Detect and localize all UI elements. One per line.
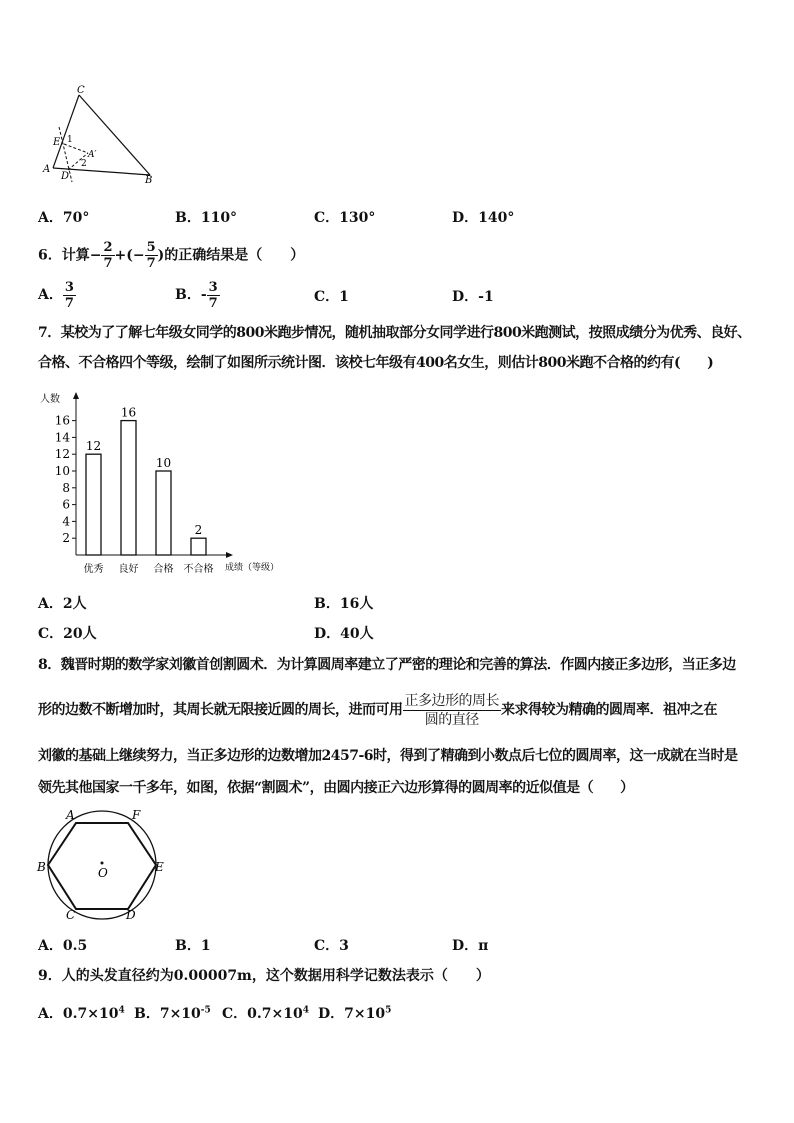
q6-fraction-1: $\frac{2}{7}$ <box>103 240 113 271</box>
label-d: D <box>126 908 136 922</box>
q7-line-1: 7．某校为了了解七年级女同学的800米跑步情况，随机抽取部分女同学进行800米跑测试，按照成绩分为优秀、良好、 <box>38 325 751 341</box>
x-axis-label: 成绩（等级） <box>225 563 280 573</box>
y-tick-label: 10 <box>54 464 70 478</box>
q8-line-3: 刘徽的基础上继续努力，当正多边形的边数增加2457-6时，得到了精确到小数点后七位的圆周率，这一成就在当时是 <box>38 748 738 764</box>
q6-option-d[interactable]: D．-1 <box>452 289 494 305</box>
y-tick-label: 4 <box>62 514 70 529</box>
bar <box>86 454 101 555</box>
bar-data-label: 12 <box>85 439 102 454</box>
label-a: A <box>66 808 75 822</box>
q7-line-2: 合格、不合格四个等级，绘制了如图所示统计图．该校七年级有400名女生，则估计800米跑不合格的约有( ) <box>38 355 714 371</box>
q6-fraction-2: $\frac{5}{7}$ <box>146 240 156 271</box>
label-a-prime: A′ <box>88 150 97 160</box>
q6-minus: − <box>89 247 102 264</box>
y-tick-label: 8 <box>62 480 70 495</box>
q6-prefix: 6．计算 <box>38 247 90 264</box>
triangle-fold-figure <box>38 82 168 187</box>
x-tick-label: 良好 <box>118 564 139 575</box>
q5-option-c[interactable]: C．130° <box>314 210 376 226</box>
q8-line-1: 8．魏晋时期的数学家刘徽首创割圆术．为计算圆周率建立了严密的理论和完善的算法．作圆内接正多边形，当正多边 <box>38 657 736 673</box>
label-a: A <box>43 164 51 175</box>
y-tick-label: 12 <box>54 447 70 462</box>
bar-data-label: 10 <box>155 456 172 470</box>
x-axis-arrow <box>226 552 233 558</box>
label-f: F <box>132 808 141 822</box>
bar <box>156 471 171 555</box>
label-c: C <box>66 908 76 922</box>
q8-option-b[interactable]: B．1 <box>175 938 211 954</box>
q8-option-a[interactable]: A．0.5 <box>38 938 88 954</box>
label-b: B <box>37 860 46 874</box>
q8-option-c[interactable]: C．3 <box>314 938 349 954</box>
q6-plus: +(− <box>114 247 145 264</box>
bar-data-label: 2 <box>194 523 203 538</box>
label-angle-2: 2 <box>81 159 87 169</box>
bar <box>191 538 206 555</box>
q9-option-c[interactable]: C．$0.7\times 10^4$ <box>222 1005 309 1022</box>
q7-option-c[interactable]: C．20人 <box>38 626 97 642</box>
q6-suffix: 的正确结果是（ ） <box>164 247 305 264</box>
q7-option-a[interactable]: A．2人 <box>38 596 87 612</box>
bar-chart <box>38 390 298 580</box>
x-tick-label: 优秀 <box>83 564 104 575</box>
q8-line-2 <box>38 690 717 730</box>
y-tick-label: 14 <box>54 430 70 445</box>
inscribed-hexagon-figure <box>36 805 168 923</box>
q5-option-a[interactable]: A．70° <box>38 210 90 226</box>
q6-option-c[interactable]: C．1 <box>314 289 349 305</box>
q9-option-b[interactable]: B．$7\times 10^{-5}$ <box>134 1005 211 1022</box>
y-axis-label: 人数 <box>40 394 60 405</box>
q6-close: ) <box>157 247 165 264</box>
y-tick-label: 6 <box>62 497 70 512</box>
q8-line-2-pre: 形的边数不断增加时，其周长就无限接近圆的周长，进而可用 <box>38 702 403 718</box>
label-o: O <box>98 866 108 880</box>
x-tick-label: 合格 <box>153 564 174 575</box>
q6-option-a[interactable]: A． $\frac{3}{7}$ <box>38 279 74 311</box>
bar <box>121 421 136 555</box>
q5-option-b[interactable]: B．110° <box>175 210 238 226</box>
q6-option-b[interactable]: B．- $\frac{3}{7}$ <box>175 279 218 311</box>
q8-option-d[interactable]: D．π <box>452 938 489 954</box>
label-c: C <box>77 85 85 96</box>
label-e: E <box>53 137 61 148</box>
label-e: E <box>155 860 164 874</box>
q9-option-a[interactable]: A．$0.7\times 10^4$ <box>38 1005 125 1022</box>
q5-option-d[interactable]: D．140° <box>452 210 515 226</box>
q8-line-4: 领先其他国家一千多年，如图，依据“割圆术”，由圆内接正六边形算得的圆周率的近似值是（ ） <box>38 780 634 796</box>
bar-data-label: 16 <box>120 405 137 420</box>
q8-line-2-post: 来求得较为精确的圆周率．祖冲之在 <box>501 702 717 718</box>
q9-option-d[interactable]: D．$7\times 10^5$ <box>318 1005 392 1022</box>
y-tick-label: 16 <box>54 413 70 428</box>
q9-question: 9．人的头发直径约为0.00007m，这个数据用科学记数法表示（ ） <box>38 968 490 984</box>
label-d: D <box>61 171 70 182</box>
y-tick-label: 2 <box>62 531 70 546</box>
q7-option-d[interactable]: D．40人 <box>314 626 374 642</box>
q8-fraction: $\frac{\text{正多边形的周长}}{\text{圆的直径}}$ <box>404 692 499 728</box>
label-angle-1: 1 <box>67 135 73 145</box>
y-axis-arrow <box>73 392 79 399</box>
q7-option-b[interactable]: B．16人 <box>314 596 374 612</box>
label-b: B <box>145 175 153 186</box>
q6-question <box>38 240 304 270</box>
x-tick-label: 不合格 <box>183 564 214 575</box>
